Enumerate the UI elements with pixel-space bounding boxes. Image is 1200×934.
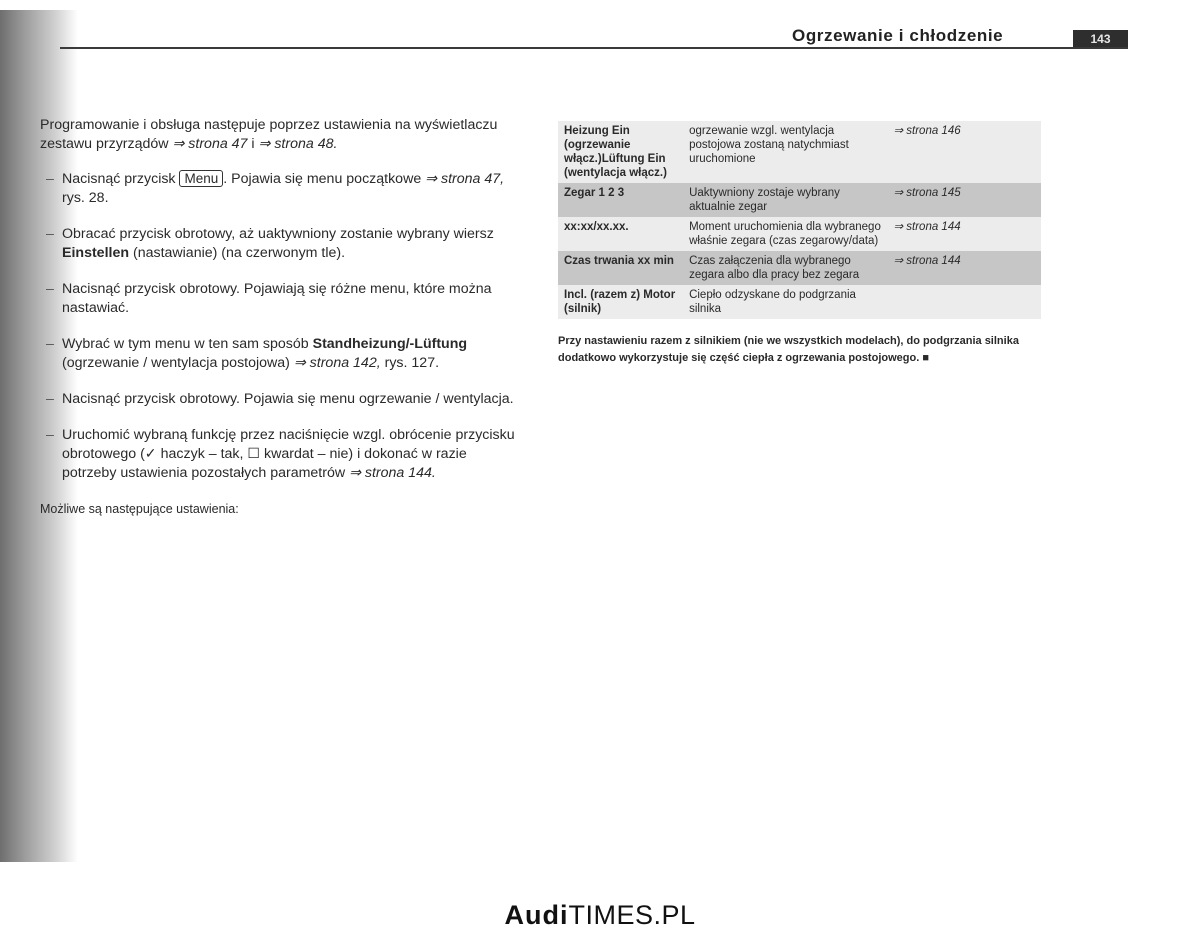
setting-name: Czas trwania xx min [558,251,683,285]
settings-table [558,121,1041,319]
left-column [40,116,520,519]
setting-ref [887,285,1041,319]
setting-description: ogrzewanie wzgl. wentylacja postojowa zostaną natychmiast uruchomione [683,121,887,183]
intro-paragraph: Programowanie i obsługa następuje poprzez ustawienia na wyświetlaczu zestawu przyrządów ⇒ strona 47 i ⇒ strona 48. [40,117,498,152]
step-1: – Nacisnąć przycisk Menu . Pojawia się menu początkowe ⇒ strona 47, rys. 28. [40,170,520,208]
setting-ref[interactable]: ⇒ strona 145 [887,183,1041,217]
step-6: – Uruchomić wybraną funkcję przez naciśnięcie wzgl. obrócenie przycisku obrotowego (✓ haczyk – tak, ☐ kwardat – nie) i dokonać w razie potrzeby ustawienia pozostałych parametrów ⇒ strona 144. [40,426,520,483]
right-column [558,121,1041,367]
step-5: – Nacisnąć przycisk obrotowy. Pojawia się menu ogrzewanie / wentylacja. [40,390,520,409]
step-2: – Obracać przycisk obrotowy, aż uaktywniony zostanie wybrany wiersz Einstellen (nastawianie) (na czerwonym tle). [40,225,520,263]
setting-description: Moment uruchomienia dla wybranego właśnie zegara (czas zegarowy/data) [683,217,887,251]
setting-name: Heizung Ein (ogrzewanie włącz.)Lüftung Ein (wentylacja włącz.) [558,121,683,183]
setting-ref[interactable]: ⇒ strona 144 [887,251,1041,285]
table-row [558,121,1041,183]
step-6-ref[interactable]: ⇒ strona 144. [349,465,436,481]
possible-settings-label: Możliwe są następujące ustawienia: [40,502,239,516]
setting-name: Zegar 1 2 3 [558,183,683,217]
table-note: Przy nastawieniu razem z silnikiem (nie we wszystkich modelach), do podgrzania silnika dodatkowo wykorzystuje się część ciepła z ogrzewania postojowego. ■ [558,335,1019,364]
setting-description: Czas załączenia dla wybranego zegara albo dla pracy bez zegara [683,251,887,285]
instruction-steps [40,170,520,483]
intro-ref-1[interactable]: ⇒ strona 47 [172,136,248,152]
page-title: Ogrzewanie i chłodzenie [792,26,1004,45]
table-row [558,183,1041,217]
audi-times-watermark: AudiTIMES.PL [504,900,696,930]
table-row [558,217,1041,251]
menu-key-label: Menu [179,170,223,187]
step-4-ref[interactable]: ⇒ strona 142, [293,355,381,371]
setting-description: Uaktywniony zostaje wybrany aktualnie zegar [683,183,887,217]
header-divider [60,47,1128,49]
setting-description: Ciepło odzyskane do podgrzania silnika [683,285,887,319]
step-4: – Wybrać w tym menu w ten sam sposób Standheizung/-Lüftung (ogrzewanie / wentylacja postojowa) ⇒ strona 142, rys. 127. [40,335,520,373]
intro-ref-2[interactable]: ⇒ strona 48. [258,136,338,152]
setting-name: Incl. (razem z) Motor (silnik) [558,285,683,319]
step-1-ref[interactable]: ⇒ strona 47, [425,171,505,187]
setting-ref[interactable]: ⇒ strona 144 [887,217,1041,251]
setting-ref[interactable]: ⇒ strona 146 [887,121,1041,183]
step-3: – Nacisnąć przycisk obrotowy. Pojawiają się różne menu, które można nastawiać. [40,280,520,318]
setting-name: xx:xx/xx.xx. [558,217,683,251]
page-number: 143 [1073,30,1128,48]
table-row [558,251,1041,285]
table-row [558,285,1041,319]
